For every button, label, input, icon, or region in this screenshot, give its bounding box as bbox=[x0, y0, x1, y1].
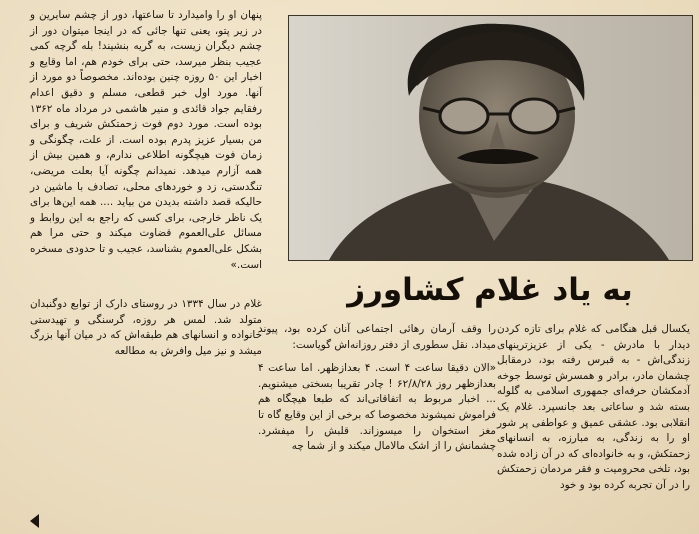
left-text-column bbox=[30, 8, 262, 359]
portrait-illustration bbox=[289, 16, 692, 260]
portrait-photo bbox=[288, 15, 693, 261]
left-paragraph-2: غلام در سال ۱۳۳۴ در روستای دارک از توابع دوگنبدان متولد شد. لمس هر روزه، گرسنگی و تهیدستی خانواده و انسانهای هم طبقه‌اش که در میان آنها بزرگ میشد و نیز میل وافرش به مطالعه bbox=[30, 298, 262, 357]
middle-paragraph-1: را وقف آرمان رهائی اجتماعی آنان کرده بود، پیوند میداد. نقل سطوری از دفتر روزانه‌اش گویاست: bbox=[258, 323, 496, 351]
left-paragraph-1: پنهان او را وامیدارد تا ساعتها، دور از چشم سایرین و در زیر پتو، یعنی تنها جائی که در اینجا میتوان دور از چشم دیگران زیست، به گریه بنشیند! بله گرچه کمی عجیب بنظر میرسد، حتی برای خودم هم، اما وقایع و اخبار این ۵۰ روزه چنین بوده‌اند. مخصوصاً دو مورد از آنها. مورد اول خبر قطعی، مسلم و دقیق اعدام رفقایم جواد قائدی و منیر هاشمی در مرداد ماه ۱۳۶۲ بوده است. مورد دوم فوت زحمتکش شریف و برای من بسیار عزیز پدرم بوده است. از علت، چگونگی و زمان فوت هیچگونه اطلاعی ندارم، و همین بیش از همه آزارم میدهد. نمیدانم چگونه آیا بعلت مریضی، تنگدستی، زد و خوردهای محلی، تصادف با ماشین در حالیکه قصد داشته بدیدن من بیاید .... همه این‌ها برای یک ناظر خارجی، برای کسی که راجع به این روابط و مسائل علی‌العموم قضاوت میکند و حتی مرا هم بشکل علی‌العموم بشناسد، عجیب و تا حدودی مسخره است.» bbox=[30, 9, 262, 271]
middle-text-column bbox=[258, 322, 496, 455]
continuation-arrow-icon bbox=[30, 514, 39, 528]
middle-paragraph-2: «الان دقیقا ساعت ۴ است. ۴ بعدازظهر. اما ساعت ۴ بعدازظهر روز ۶۲/۸/۲۸ ! چادر تقریبا بسختی میشنویم. ... اخبار مربوط به اتفاقاتی‌اند که طبعا هیچگاه هم فراموش نمیشوند مخصوصا که برخی از این وقایع گاه تا مغز استخوان را میسوزاند. قلبش را میفشرد. چشمانش را از اشک مالامال میکند و از شما چه bbox=[258, 362, 496, 453]
article-headline: به یاد غلام کشاورز bbox=[347, 272, 633, 308]
right-text-column bbox=[497, 322, 690, 494]
right-paragraph-1: یکسال قبل هنگامی که غلام برای تازه کردن دیدار با مادرش - یکی از عزیزترینهای زندگی‌اش - به قبرس رفته بود، درمقابل چشمان مادر، برادر و همسرش توسط جوخه آدمکشان حرفه‌ای جمهوری اسلامی به گلوله بسته شد و ساعاتی بعد جانسپرد. غلام یک انقلابی بود. عشقی عمیق و عواطفی پر شور او را به زندگی، به مبارزه، به انسانهای زحمتکش، و به خانواده‌ای که در آن زاده شده بود، تلخی محرومیت و فقر مردمان زحمتکش را در آن تجربه کرده بود و خود bbox=[497, 323, 690, 491]
